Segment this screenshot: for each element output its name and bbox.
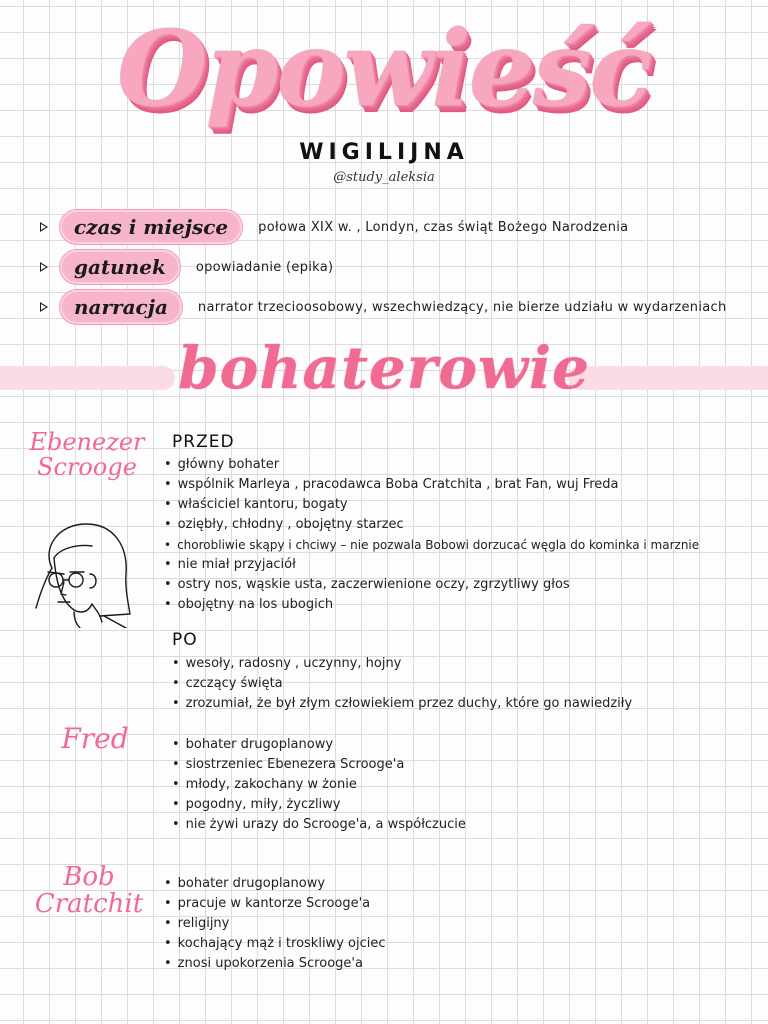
list-item: • bohater drugoplanowy: [164, 874, 386, 894]
fred-list: [172, 735, 466, 835]
info-label: gatunek: [60, 250, 180, 284]
info-row-time-place: [40, 210, 628, 244]
info-text: opowiadanie (epika): [195, 259, 334, 275]
before-label: PRZED: [172, 432, 235, 452]
list-item: • czczący święta: [172, 674, 632, 694]
list-item: • znosi upokorzenia Scrooge'a: [164, 954, 386, 974]
info-row-narration: [40, 290, 727, 324]
name-line: Scrooge: [37, 453, 137, 482]
scrooge-before-list: [164, 455, 699, 615]
section-title: bohaterowie: [178, 334, 590, 402]
triangle-bullet-icon: [40, 222, 48, 232]
list-item: • nie żywi urazy do Scrooge'a, a współczucie: [172, 815, 466, 835]
name-line: Bob: [63, 862, 115, 892]
list-item: • pogodny, miły, życzliwy: [172, 795, 466, 815]
list-item: • ostry nos, wąskie usta, zaczerwienione oczy, zgrzytliwy głos: [164, 575, 699, 595]
list-item: • młody, zakochany w żonie: [172, 775, 466, 795]
after-label: PO: [172, 630, 198, 650]
list-item: • religijny: [164, 914, 386, 934]
info-text: narrator trzecioosobowy, wszechwiedzący, nie bierze udziału w wydarzeniach: [197, 299, 727, 315]
list-item: • właściciel kantoru, bogaty: [164, 495, 699, 515]
bob-list: [164, 874, 386, 974]
list-item: • obojętny na los ubogich: [164, 595, 699, 615]
character-name-scrooge: [22, 430, 152, 480]
character-name-fred: Fred: [61, 722, 129, 755]
list-item: • chorobliwie skąpy i chciwy – nie pozwala Bobowi dorzucać węgla do kominka i marznie: [164, 535, 699, 555]
page-title: Opowieść: [117, 7, 651, 130]
list-item: • wspólnik Marleya , pracodawca Boba Cratchita , brat Fan, wuj Freda: [164, 475, 699, 495]
author-handle: @study_aleksia: [333, 170, 435, 185]
name-line: Cratchit: [34, 889, 144, 920]
name-line: Ebenezer: [29, 428, 145, 456]
list-item: • zrozumiał, że był złym człowiekiem przez duchy, które go nawiedziły: [172, 694, 632, 714]
info-text: połowa XIX w. , Londyn, czas świąt Bożego Narodzenia: [258, 219, 629, 235]
list-item: • bohater drugoplanowy: [172, 735, 466, 755]
character-name-bob: [24, 864, 154, 919]
list-item: • główny bohater: [164, 455, 699, 475]
list-item: • nie miał przyjaciół: [164, 555, 699, 575]
triangle-bullet-icon: [40, 262, 48, 272]
triangle-bullet-icon: [40, 302, 48, 312]
list-item: • kochający mąż i troskliwy ojciec: [164, 934, 386, 954]
list-item: • siostrzeniec Ebenezera Scrooge'a: [172, 755, 466, 775]
list-item: • pracuje w kantorze Scrooge'a: [164, 894, 386, 914]
info-row-genre: [40, 250, 333, 284]
page-subtitle: WIGILIJNA: [299, 140, 469, 165]
info-label: czas i miejsce: [60, 210, 242, 244]
info-label: narracja: [60, 290, 182, 324]
list-item: • oziębły, chłodny , obojętny starzec: [164, 515, 699, 535]
scrooge-after-list: [172, 654, 632, 714]
scrooge-portrait-icon: [30, 518, 134, 628]
list-item: • wesoły, radosny , uczynny, hojny: [172, 654, 632, 674]
